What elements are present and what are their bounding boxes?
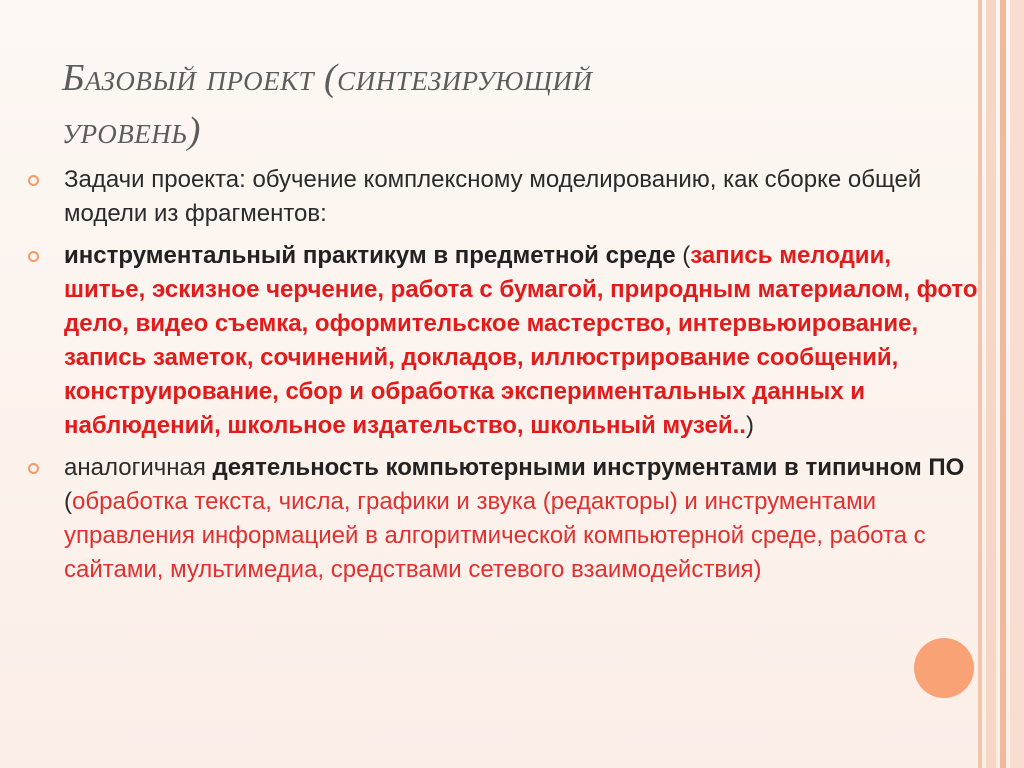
decorative-stripe: [1010, 0, 1024, 768]
bullet-item-computer: [28, 451, 978, 587]
bullet-circle-icon: [28, 463, 39, 474]
bullet-item-practicum: [28, 239, 978, 443]
bullet-item-tasks: [28, 163, 978, 231]
title-line-2: уровень): [62, 110, 201, 152]
bullet-plain-text: аналогичная: [64, 454, 213, 481]
decorative-stripe: [1000, 0, 1006, 768]
slide-title: [62, 52, 942, 158]
open-paren: (: [675, 242, 691, 269]
bullet-bold-text: деятельность компьютерными инструментами в типичном ПО: [212, 454, 965, 481]
highlighted-text: обработка текста, числа, графики и звука (редакторы) и инструментами управления информацией в алгоритмической компьютерной среде, работа с сайтами, мультимедиа, средствами сетевого взаимодействия): [64, 488, 926, 583]
slide-body: [28, 163, 978, 595]
decorative-circle: [914, 638, 974, 698]
bullet-bold-text: инструментальный практикум в предметной среде: [64, 242, 676, 269]
highlighted-text: запись мелодии, шитье, эскизное черчение, работа с бумагой, природным материалом, фото дело, видео съемка, оформительское мастерство, интервьюирование, запись заметок, сочинений, докладов, иллюстрирование сообщений, конструирование, сбор и обработка экспериментальных данных и наблюдений, школьное издательство, школьный музей..: [64, 242, 978, 439]
bullet-circle-icon: [28, 251, 39, 262]
close-paren: ): [745, 412, 754, 439]
open-paren: (: [64, 488, 72, 515]
decorative-stripe: [986, 0, 996, 768]
decorative-stripe: [978, 0, 982, 768]
bullet-circle-icon: [28, 175, 39, 186]
title-line-1: Базовый проект (синтезирующий: [62, 57, 593, 99]
bullet-text: Задачи проекта: обучение комплексному моделированию, как сборке общей модели из фрагментов:: [64, 166, 922, 227]
